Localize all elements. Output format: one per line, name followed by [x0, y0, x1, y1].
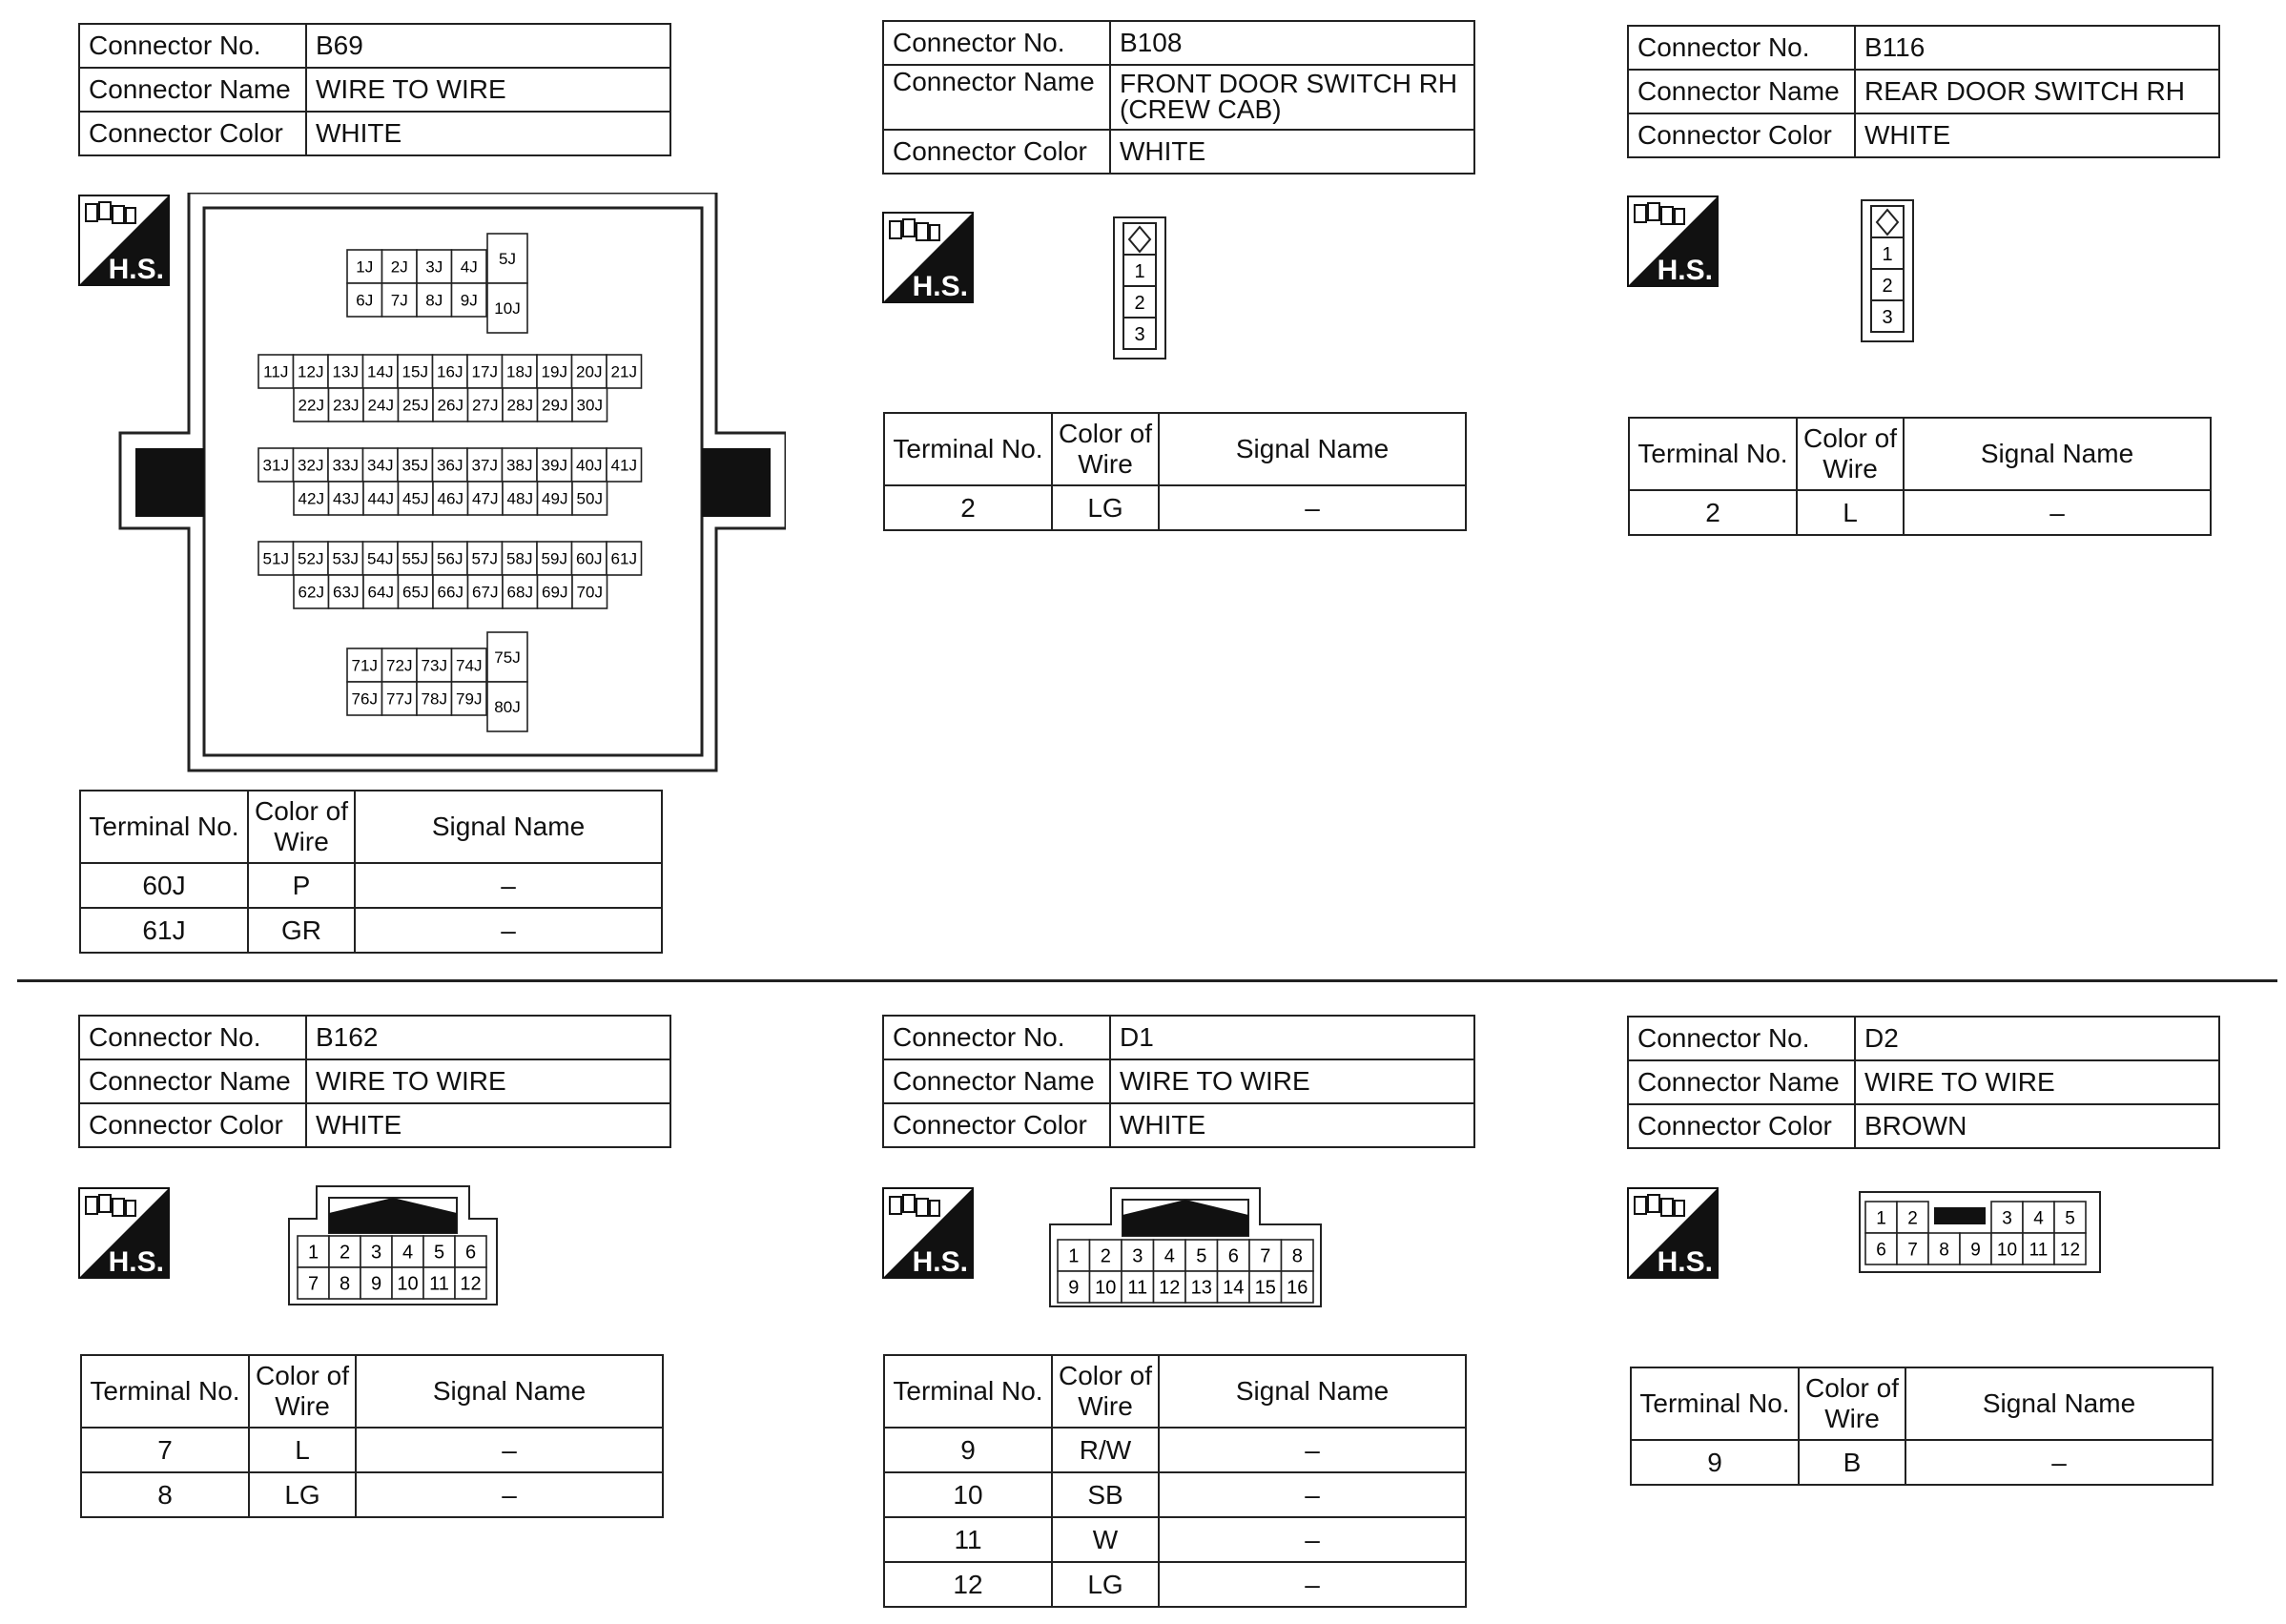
cavity-label: 21J — [610, 362, 637, 381]
cavity-label: 7 — [307, 1273, 319, 1295]
cavity-label: 1 — [307, 1242, 319, 1264]
cavity-label: 9 — [1068, 1277, 1080, 1299]
cavity-label: 43J — [333, 489, 360, 508]
cavity-label: 26J — [437, 396, 463, 415]
cavity-label: 3J — [425, 257, 443, 277]
cavity-label: 64J — [367, 583, 394, 602]
cavity-label: 8 — [1291, 1245, 1303, 1267]
label-connector-no: Connector No. — [79, 24, 306, 68]
connector-no-value: B116 — [1855, 26, 2219, 70]
cavity-label: 14 — [1223, 1277, 1245, 1299]
cavity-label: 13 — [1190, 1277, 1212, 1299]
header-color-of-wire: Color of Wire — [1052, 1355, 1159, 1428]
cavity-label: 50J — [576, 489, 603, 508]
d1-connector-face — [1046, 1186, 1325, 1310]
cavity-label: 1 — [1134, 261, 1145, 282]
cavity-label: 61J — [610, 549, 637, 568]
cavity-label: 25J — [402, 396, 429, 415]
cavity-label: 40J — [576, 456, 603, 475]
connector-d1-info — [882, 1015, 1475, 1148]
cavity-label: 6 — [1227, 1245, 1239, 1267]
cavity-label: 9J — [460, 291, 478, 310]
table-row: 2 LG – — [884, 485, 1466, 530]
connector-no-value: D1 — [1110, 1016, 1474, 1059]
header-color-of-wire: Color of Wire — [1052, 413, 1159, 485]
cavity-label: 3 — [1882, 307, 1893, 328]
cavity-label: 34J — [367, 456, 394, 475]
header-signal-name: Signal Name — [355, 791, 662, 863]
connector-name-value: FRONT DOOR SWITCH RH (CREW CAB) — [1110, 65, 1474, 130]
section-divider — [17, 979, 2277, 982]
cavity-label: 11 — [1127, 1277, 1148, 1299]
b116-terminal-table — [1628, 417, 2212, 536]
cavity-label: 2 — [339, 1242, 351, 1264]
harness-side-icon — [1627, 1187, 1719, 1279]
cavity-label: 37J — [471, 456, 498, 475]
label-connector-name: Connector Name — [1628, 1060, 1855, 1104]
header-terminal-no: Terminal No. — [1629, 418, 1797, 490]
label-connector-no: Connector No. — [883, 1016, 1110, 1059]
cavity-label: 33J — [332, 456, 359, 475]
cavity-label: 54J — [367, 549, 394, 568]
cavity-label: 17J — [471, 362, 498, 381]
connector-no-value: B108 — [1110, 21, 1474, 65]
header-signal-name: Signal Name — [1904, 418, 2211, 490]
header-terminal-no: Terminal No. — [884, 1355, 1052, 1428]
cavity-label: 2 — [1907, 1208, 1918, 1229]
cavity-label: 8J — [425, 291, 443, 310]
cavity-label: 5 — [433, 1242, 445, 1264]
cavity-label: 18J — [506, 362, 533, 381]
cavity-label: 8 — [339, 1273, 351, 1295]
cavity-label: 7J — [390, 291, 408, 310]
label-connector-color: Connector Color — [883, 130, 1110, 174]
table-row: 9 R/W – — [884, 1428, 1466, 1472]
connector-no-value: B69 — [306, 24, 670, 68]
connector-color-value: WHITE — [1110, 1103, 1474, 1147]
cavity-label: 46J — [437, 489, 463, 508]
cavity-label: 66J — [437, 583, 463, 602]
cavity-label: 52J — [298, 549, 324, 568]
d2-terminal-table — [1630, 1367, 2214, 1486]
cavity-label: 6J — [356, 291, 374, 310]
cavity-label: 3 — [1132, 1245, 1143, 1267]
label-connector-no: Connector No. — [79, 1016, 306, 1059]
cavity-label: 6 — [464, 1242, 477, 1264]
label-connector-name: Connector Name — [79, 68, 306, 112]
cavity-label: 1 — [1876, 1208, 1886, 1229]
cavity-label: 80J — [494, 698, 521, 717]
b108-terminal-table — [883, 412, 1467, 531]
d2-connector-face — [1858, 1190, 2102, 1274]
cavity-label: 45J — [402, 489, 429, 508]
table-row: 7 L – — [81, 1428, 663, 1472]
cavity-label: 29J — [542, 396, 568, 415]
cavity-label: 1 — [1882, 244, 1893, 265]
connector-name-value: WIRE TO WIRE — [1855, 1060, 2219, 1104]
cavity-label: 19J — [541, 362, 567, 381]
cavity-label: 75J — [494, 648, 521, 668]
cavity-label: 12 — [2059, 1240, 2081, 1261]
connector-b162-info — [78, 1015, 671, 1148]
cavity-label: 27J — [472, 396, 499, 415]
cavity-label: 4 — [2033, 1208, 2044, 1229]
b69-terminal-table — [79, 790, 663, 954]
connector-name-value: REAR DOOR SWITCH RH — [1855, 70, 2219, 113]
header-signal-name: Signal Name — [1905, 1367, 2213, 1440]
cavity-label: 7 — [1907, 1240, 1918, 1261]
header-signal-name: Signal Name — [1159, 413, 1466, 485]
cavity-label: 5J — [499, 250, 516, 269]
connector-no-value: B162 — [306, 1016, 670, 1059]
cavity-label: 76J — [351, 689, 378, 709]
header-terminal-no: Terminal No. — [884, 413, 1052, 485]
b162-connector-face — [285, 1184, 501, 1308]
cavity-label: 73J — [421, 656, 447, 675]
harness-side-icon — [78, 1187, 170, 1279]
table-row: 11 W – — [884, 1517, 1466, 1562]
cavity-label: 10J — [494, 299, 521, 319]
cavity-label: 32J — [298, 456, 324, 475]
cavity-label: 22J — [298, 396, 324, 415]
label-connector-no: Connector No. — [1628, 26, 1855, 70]
cavity-label: 23J — [333, 396, 360, 415]
cavity-label: 16 — [1287, 1277, 1308, 1299]
table-row: 10 SB – — [884, 1472, 1466, 1517]
connector-color-value: WHITE — [1855, 113, 2219, 157]
cavity-label: 74J — [456, 656, 483, 675]
cavity-label: 48J — [506, 489, 533, 508]
cavity-label: 10 — [1095, 1277, 1117, 1299]
cavity-label: 11 — [2029, 1240, 2049, 1261]
cavity-label: 5 — [1196, 1245, 1207, 1267]
table-row: 2 L – — [1629, 490, 2211, 535]
cavity-label: 12 — [1159, 1277, 1181, 1299]
label-connector-color: Connector Color — [883, 1103, 1110, 1147]
cavity-label: 58J — [506, 549, 533, 568]
connector-b69-info — [78, 23, 671, 156]
connector-name-value: WIRE TO WIRE — [306, 1059, 670, 1103]
table-row: 60J P – — [80, 863, 662, 908]
keyway-mark — [1934, 1207, 1986, 1224]
table-row: 9 B – — [1631, 1440, 2213, 1485]
connector-no-value: D2 — [1855, 1017, 2219, 1060]
cavity-label: 56J — [437, 549, 463, 568]
cavity-label: 41J — [610, 456, 637, 475]
header-signal-name: Signal Name — [356, 1355, 663, 1428]
cavity-label: 20J — [576, 362, 603, 381]
b162-terminal-table — [80, 1354, 664, 1518]
cavity-label: 55J — [402, 549, 428, 568]
header-color-of-wire: Color of Wire — [1799, 1367, 1905, 1440]
b69-connector-face — [118, 193, 786, 776]
cavity-label: 15 — [1254, 1277, 1276, 1299]
label-connector-no: Connector No. — [883, 21, 1110, 65]
table-row: 12 LG – — [884, 1562, 1466, 1607]
cavity-label: 4 — [1164, 1245, 1175, 1267]
label-connector-color: Connector Color — [79, 112, 306, 155]
cavity-label: 4 — [402, 1242, 414, 1264]
label-connector-name: Connector Name — [883, 65, 1110, 130]
cavity-label: 49J — [542, 489, 568, 508]
cavity-label: 30J — [576, 396, 603, 415]
connector-name-value: WIRE TO WIRE — [306, 68, 670, 112]
table-row: 61J GR – — [80, 908, 662, 953]
cavity-label: 2 — [1134, 293, 1145, 314]
d1-terminal-table — [883, 1354, 1467, 1608]
cavity-label: 2J — [390, 257, 408, 277]
connector-b116-info — [1627, 25, 2220, 158]
label-connector-no: Connector No. — [1628, 1017, 1855, 1060]
connector-color-value: WHITE — [306, 112, 670, 155]
cavity-label: 53J — [332, 549, 359, 568]
cavity-label: 79J — [456, 689, 483, 709]
cavity-label: 9 — [1970, 1240, 1981, 1261]
cavity-label: 44J — [367, 489, 394, 508]
cavity-label: 8 — [1939, 1240, 1949, 1261]
connector-name-value: WIRE TO WIRE — [1110, 1059, 1474, 1103]
header-terminal-no: Terminal No. — [1631, 1367, 1799, 1440]
connector-color-value: BROWN — [1855, 1104, 2219, 1148]
cavity-label: 3 — [2002, 1208, 2012, 1229]
cavity-label: 38J — [506, 456, 533, 475]
cavity-label: 67J — [472, 583, 499, 602]
hs-label: H.S. — [108, 254, 164, 285]
cavity-label: 31J — [262, 456, 289, 475]
cavity-label: 60J — [576, 549, 603, 568]
cavity-label: 78J — [421, 689, 447, 709]
label-connector-name: Connector Name — [883, 1059, 1110, 1103]
harness-side-icon — [1627, 195, 1719, 287]
cavity-label: 71J — [351, 656, 378, 675]
harness-side-icon — [882, 1187, 974, 1279]
cavity-label: 62J — [298, 583, 324, 602]
cavity-label: 35J — [402, 456, 428, 475]
label-connector-name: Connector Name — [79, 1059, 306, 1103]
hs-label: H.S. — [108, 1246, 164, 1278]
hs-label: H.S. — [912, 1246, 968, 1278]
label-connector-color: Connector Color — [1628, 113, 1855, 157]
cavity-label: 2 — [1882, 276, 1893, 297]
cavity-label: 13J — [332, 362, 359, 381]
cavity-label: 1 — [1068, 1245, 1080, 1267]
cavity-label: 24J — [367, 396, 394, 415]
cavity-label: 14J — [367, 362, 394, 381]
harness-side-icon — [882, 212, 974, 303]
cavity-label: 3 — [1134, 324, 1145, 345]
cavity-label: 10 — [1996, 1240, 2018, 1261]
cavity-label: 65J — [402, 583, 429, 602]
connector-color-value: WHITE — [306, 1103, 670, 1147]
connector-color-value: WHITE — [1110, 130, 1474, 174]
hs-label: H.S. — [1657, 255, 1713, 286]
cavity-label: 70J — [576, 583, 603, 602]
cavity-label: 1J — [356, 257, 374, 277]
b116-connector-face — [1860, 198, 1915, 343]
header-terminal-no: Terminal No. — [81, 1355, 249, 1428]
cavity-label: 12 — [460, 1273, 482, 1295]
cavity-label: 69J — [542, 583, 568, 602]
cavity-label: 59J — [541, 549, 567, 568]
cavity-label: 42J — [298, 489, 324, 508]
cavity-label: 4J — [460, 257, 478, 277]
cavity-label: 28J — [506, 396, 533, 415]
cavity-label: 36J — [437, 456, 463, 475]
cavity-label: 68J — [506, 583, 533, 602]
cavity-label: 72J — [386, 656, 413, 675]
b108-connector-face — [1112, 216, 1167, 360]
cavity-label: 11 — [429, 1273, 449, 1295]
table-row: 8 LG – — [81, 1472, 663, 1517]
connector-d2-info — [1627, 1016, 2220, 1149]
label-connector-color: Connector Color — [79, 1103, 306, 1147]
cavity-label: 3 — [370, 1242, 382, 1264]
cavity-label: 57J — [471, 549, 498, 568]
header-terminal-no: Terminal No. — [80, 791, 248, 863]
cavity-label: 15J — [402, 362, 428, 381]
cavity-label: 12J — [298, 362, 324, 381]
cavity-label: 39J — [541, 456, 567, 475]
cavity-label: 63J — [333, 583, 360, 602]
cavity-label: 10 — [397, 1273, 419, 1295]
hs-label: H.S. — [912, 271, 968, 302]
cavity-label: 51J — [262, 549, 289, 568]
cavity-label: 16J — [437, 362, 463, 381]
cavity-label: 9 — [370, 1273, 382, 1295]
cavity-label: 6 — [1876, 1240, 1886, 1261]
cavity-label: 2 — [1100, 1245, 1111, 1267]
cavity-label: 11J — [263, 362, 289, 381]
label-connector-name: Connector Name — [1628, 70, 1855, 113]
cavity-label: 7 — [1260, 1245, 1271, 1267]
label-connector-color: Connector Color — [1628, 1104, 1855, 1148]
header-color-of-wire: Color of Wire — [248, 791, 355, 863]
header-signal-name: Signal Name — [1159, 1355, 1466, 1428]
cavity-label: 5 — [2065, 1208, 2075, 1229]
cavity-label: 47J — [472, 489, 499, 508]
header-color-of-wire: Color of Wire — [1797, 418, 1904, 490]
hs-label: H.S. — [1657, 1246, 1713, 1278]
header-color-of-wire: Color of Wire — [249, 1355, 356, 1428]
cavity-label: 77J — [386, 689, 413, 709]
connector-b108-info — [882, 20, 1475, 175]
